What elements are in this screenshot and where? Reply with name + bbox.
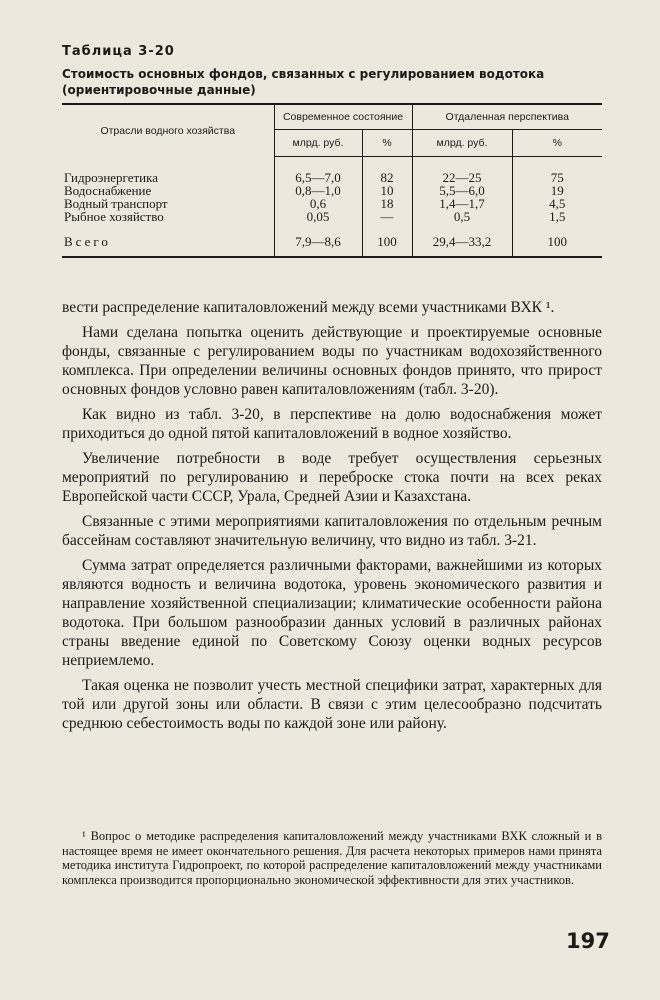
row-name: Водоснабжение	[64, 183, 152, 198]
paragraph: Такая оценка не позволит учесть местной специфики затрат, характерных для той или другой зоны или области. В связи с этим целесообразно подсчитать среднюю себестоимость воды по каждой зоне или району.	[62, 677, 602, 732]
cell-current-money: 0,05	[274, 210, 362, 223]
header-current-money: млрд. руб.	[274, 130, 362, 157]
table-caption-line: Стоимость основных фондов, связанных с регулированием водотока	[62, 67, 545, 81]
header-future: Отдаленная перспектива	[412, 104, 602, 130]
cell-future-money: 22—25	[412, 157, 512, 185]
table-caption	[62, 66, 622, 98]
cell-current-percent: 82	[362, 157, 412, 185]
header-future-money: млрд. руб.	[412, 130, 512, 157]
cell-current-money: 0,8—1,0	[274, 184, 362, 197]
cell-current-money: 6,5—7,0	[274, 157, 362, 185]
cell-current-percent: 10	[362, 184, 412, 197]
total-future-percent: 100	[512, 223, 602, 257]
cell-future-percent: 4,5	[512, 197, 602, 210]
table-row	[62, 210, 602, 223]
cell-future-money: 5,5—6,0	[412, 184, 512, 197]
paragraph: Увеличение потребности в воде требует осуществления серьезных мероприятий по регулированию и переброске стока почти на всех реках Европейской части СССР, Урала, Средней Азии и Казахстана.	[62, 450, 602, 505]
header-current: Современное состояние	[274, 104, 412, 130]
row-name: Рыбное хозяйство	[64, 209, 164, 224]
cell-future-money: 0,5	[412, 210, 512, 223]
cell-current-money: 0,6	[274, 197, 362, 210]
total-current-percent: 100	[362, 223, 412, 257]
footnote	[62, 829, 602, 887]
paragraph: Сумма затрат определяется различными факторами, важнейшими из которых являются водность и величина водотока, уровень экономического развития и направление хозяйственной специализации; климатические особенности района водотока. При большом разнообразии данных условий в различных районах страны введение единой по Советскому Союзу оценки водных ресурсов неприемлемо.	[62, 557, 602, 669]
footnote-text: ¹ Вопрос о методике распределения капиталовложений между участниками ВХК сложный и в настоящее время не имеет окончательного решения. Для расчета некоторых примеров нами принята методика института Гидропроект, по которой распределение капиталовложений между участниками комплекса производится пропорционально экономической эффективности для этих участников.	[62, 829, 602, 887]
paragraph: Связанные с этими мероприятиями капиталовложения по отдельным речным бассейнам составляют значительную величину, что видно из табл. 3-21.	[62, 513, 602, 549]
cell-current-percent: 18	[362, 197, 412, 210]
cell-future-percent: 19	[512, 184, 602, 197]
capital-assets-table	[62, 103, 602, 258]
cell-current-percent: —	[362, 210, 412, 223]
body-text	[62, 298, 602, 739]
table-row	[62, 157, 602, 185]
total-label: Всего	[62, 223, 274, 257]
header-current-percent: %	[362, 130, 412, 157]
cell-future-percent: 1,5	[512, 210, 602, 223]
paragraph: Нами сделана попытка оценить действующие и проектируемые основные фонды, связанные с регулированием воды по участникам водохозяйственного комплекса. При определении величины основных фондов принято, что прирост основных фондов условно равен капиталовложениям (табл. 3-20).	[62, 324, 602, 398]
page-number: 197	[566, 929, 610, 953]
paragraph: Как видно из табл. 3-20, в перспективе на долю водоснабжения может приходиться до одной пятой капиталовложений в водное хозяйство.	[62, 406, 602, 442]
cell-future-percent: 75	[512, 157, 602, 185]
paragraph: вести распределение капиталовложений между всеми участниками ВХК ¹.	[62, 299, 555, 316]
header-future-percent: %	[512, 130, 602, 157]
row-name: Гидроэнергетика	[64, 169, 159, 185]
total-current-money: 7,9—8,6	[274, 223, 362, 257]
table-caption-note: (ориентировочные данные)	[62, 83, 256, 97]
cell-future-money: 1,4—1,7	[412, 197, 512, 210]
table-number: Таблица 3-20	[62, 44, 175, 59]
total-future-money: 29,4—33,2	[412, 223, 512, 257]
header-sector: Отрасли водного хозяйства	[62, 104, 274, 157]
row-name: Водный транспорт	[64, 196, 168, 211]
table-total-row	[62, 223, 602, 257]
